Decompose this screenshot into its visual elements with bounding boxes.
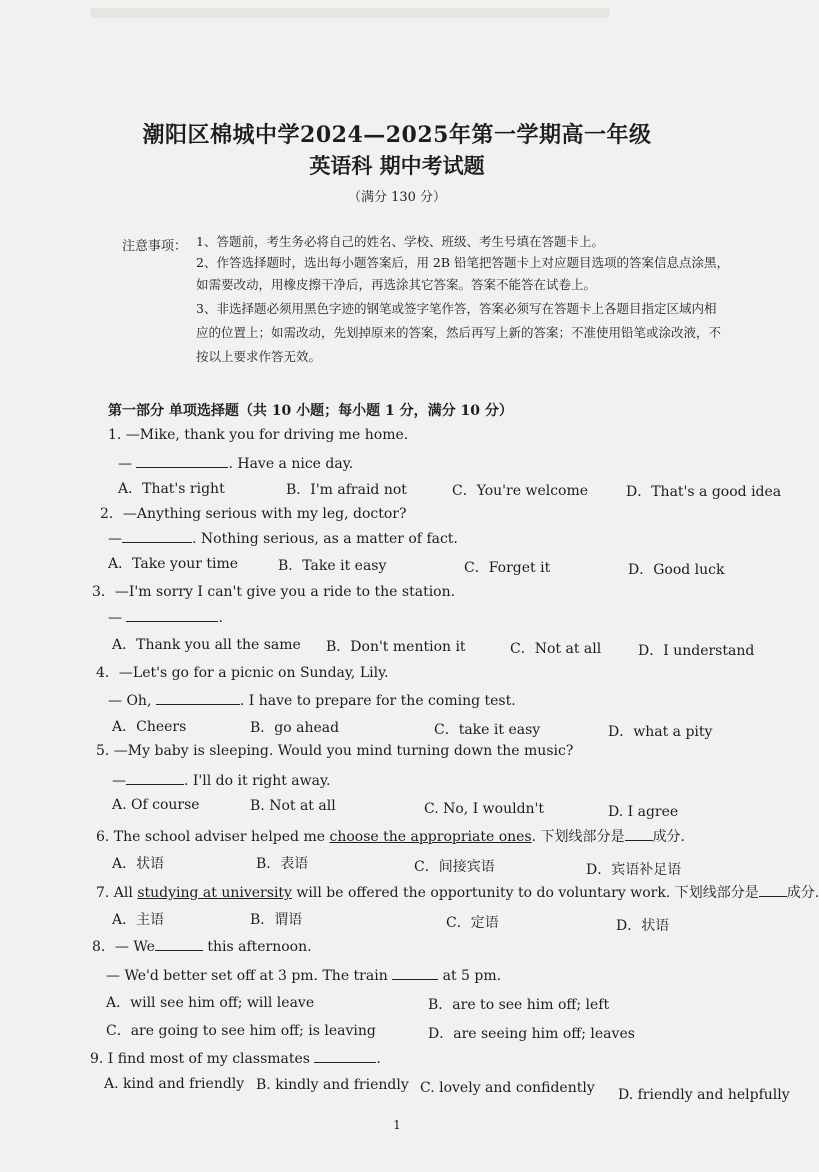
option-c: C. No, I wouldn't bbox=[424, 801, 545, 817]
option-d: D．状语 bbox=[616, 918, 670, 934]
answer-blank bbox=[126, 770, 184, 785]
option-c: C．间接宾语 bbox=[414, 859, 495, 875]
stem-text: — We'd better set off at 3 pm. The train bbox=[106, 968, 388, 984]
answer-blank bbox=[126, 607, 218, 622]
stem-text: 成分. bbox=[786, 885, 819, 901]
stem-text: . 下划线部分是 bbox=[531, 829, 625, 845]
question-answer-line bbox=[108, 690, 516, 709]
stem-text: will be offered the opportunity to do voluntary work. 下划线部分是 bbox=[291, 885, 759, 901]
option-a: A．Take your time bbox=[108, 556, 239, 572]
stem-text: 9. I find most of my classmates bbox=[90, 1051, 310, 1067]
note-item: 应的位置上；如需改动，先划掉原来的答案，然后再写上新的答案；不准使用铅笔或涂改液，不 bbox=[196, 325, 722, 340]
note-item: 如需要改动，用橡皮擦干净后，再选涂其它答案。答案不能答在试卷上。 bbox=[196, 277, 597, 292]
question-stem bbox=[92, 936, 312, 956]
dash: — bbox=[112, 773, 126, 789]
answer-blank bbox=[314, 1048, 376, 1063]
answer-blank bbox=[392, 965, 438, 980]
answer-rest: . I'll do it right away. bbox=[184, 773, 331, 789]
option-a: A. Of course bbox=[112, 797, 200, 813]
stem-text: 7. All bbox=[96, 885, 138, 901]
option-d: D．Good luck bbox=[628, 562, 725, 578]
option-b: B．go ahead bbox=[250, 720, 340, 736]
question-stem bbox=[96, 826, 685, 846]
note-item: 按以上要求作答无效。 bbox=[196, 349, 322, 364]
question-answer-line bbox=[118, 453, 353, 472]
option-d: D．That's a good idea bbox=[626, 484, 782, 500]
page-number: 1 bbox=[393, 1118, 401, 1132]
answer-blank bbox=[156, 690, 240, 705]
option-b: B．Don't mention it bbox=[326, 639, 466, 655]
option-c: C. lovely and confidently bbox=[420, 1080, 595, 1096]
stem-text: . bbox=[376, 1051, 381, 1067]
answer-blank bbox=[136, 453, 228, 468]
exam-title: 潮阳区棉城中学2024—2025年第一学期高一年级 bbox=[142, 122, 652, 148]
option-b: B. Not at all bbox=[250, 798, 336, 814]
answer-rest: . Have a nice day. bbox=[228, 456, 354, 472]
underlined-phrase: studying at university bbox=[137, 885, 292, 901]
stem-text: 8．— We bbox=[92, 939, 155, 955]
option-a: A．will see him off; will leave bbox=[106, 995, 315, 1011]
option-b: B．谓语 bbox=[250, 912, 303, 928]
question-stem: 4．—Let's go for a picnic on Sunday, Lily. bbox=[96, 665, 389, 681]
option-c: C．are going to see him off; is leaving bbox=[106, 1023, 376, 1039]
question-answer-line bbox=[108, 528, 458, 547]
answer-rest: . bbox=[218, 610, 223, 626]
answer-rest: . I have to prepare for the coming test. bbox=[239, 693, 516, 709]
dash: — bbox=[118, 456, 132, 472]
stem-text: this afternoon. bbox=[202, 939, 312, 955]
option-d: D．what a pity bbox=[608, 724, 713, 740]
option-a: A．主语 bbox=[112, 912, 165, 928]
option-b: B．are to see him off; left bbox=[428, 997, 610, 1013]
question-answer-line bbox=[112, 770, 330, 789]
option-c: C．You're welcome bbox=[452, 483, 589, 499]
option-d: D．I understand bbox=[638, 643, 755, 659]
option-d: D．宾语补足语 bbox=[586, 862, 682, 878]
note-item: 2、作答选择题时，选出每小题答案后，用 2B 铅笔把答题卡上对应题目选项的答案信息点涂黑， bbox=[196, 255, 730, 270]
option-b: B．表语 bbox=[256, 856, 309, 872]
question-answer-line bbox=[106, 965, 501, 984]
dash: — Oh, bbox=[108, 693, 156, 709]
option-c: C．Forget it bbox=[464, 560, 551, 576]
stem-text: 6. The school adviser helped me bbox=[96, 829, 330, 845]
option-b: B．I'm afraid not bbox=[286, 482, 407, 498]
question-stem: 1. —Mike, thank you for driving me home. bbox=[108, 427, 409, 443]
answer-blank bbox=[155, 936, 203, 951]
note-item: 3、非选择题必须用黑色字迹的钢笔或签字笔作答，答案必须写在答题卡上各题目指定区域内相 bbox=[196, 301, 717, 316]
stem-text: at 5 pm. bbox=[438, 968, 502, 984]
question-stem: 5. —My baby is sleeping. Would you mind turning down the music? bbox=[96, 743, 574, 759]
option-d: D. I agree bbox=[608, 804, 679, 820]
underlined-phrase: choose the appropriate ones bbox=[329, 829, 532, 845]
scan-smudge bbox=[90, 8, 610, 18]
exam-subtitle: 英语科 期中考试题 bbox=[309, 153, 485, 178]
dash: — bbox=[108, 531, 122, 547]
option-a: A．That's right bbox=[118, 481, 225, 497]
question-stem bbox=[90, 1048, 381, 1067]
answer-blank bbox=[625, 826, 653, 841]
full-score: （满分 130 分） bbox=[347, 190, 447, 205]
notes-label: 注意事项： bbox=[122, 239, 188, 254]
option-b: B. kindly and friendly bbox=[256, 1077, 409, 1093]
dash: — bbox=[108, 610, 122, 626]
option-a: A．状语 bbox=[112, 856, 165, 872]
answer-blank bbox=[122, 528, 192, 543]
option-c: C．take it easy bbox=[434, 722, 541, 738]
question-stem: 2．—Anything serious with my leg, doctor? bbox=[100, 506, 407, 522]
option-b: B．Take it easy bbox=[278, 558, 387, 574]
note-item: 1、答题前，考生务必将自己的姓名、学校、班级、考生号填在答题卡上。 bbox=[196, 234, 604, 249]
question-stem bbox=[96, 882, 819, 902]
option-d: D. friendly and helpfully bbox=[618, 1087, 790, 1103]
option-a: A．Thank you all the same bbox=[112, 637, 301, 653]
question-answer-line bbox=[108, 607, 223, 626]
question-stem: 3．—I'm sorry I can't give you a ride to the station. bbox=[92, 584, 456, 600]
answer-blank bbox=[759, 882, 787, 897]
option-a: A．Cheers bbox=[112, 719, 187, 735]
answer-rest: . Nothing serious, as a matter of fact. bbox=[192, 531, 458, 547]
option-c: C．定语 bbox=[446, 915, 499, 931]
option-c: C．Not at all bbox=[510, 641, 602, 657]
section-title: 第一部分 单项选择题（共 10 小题；每小题 1 分，满分 10 分） bbox=[108, 403, 513, 419]
option-d: D．are seeing him off; leaves bbox=[428, 1026, 635, 1042]
stem-text: 成分. bbox=[652, 829, 686, 845]
option-a: A. kind and friendly bbox=[104, 1076, 245, 1092]
